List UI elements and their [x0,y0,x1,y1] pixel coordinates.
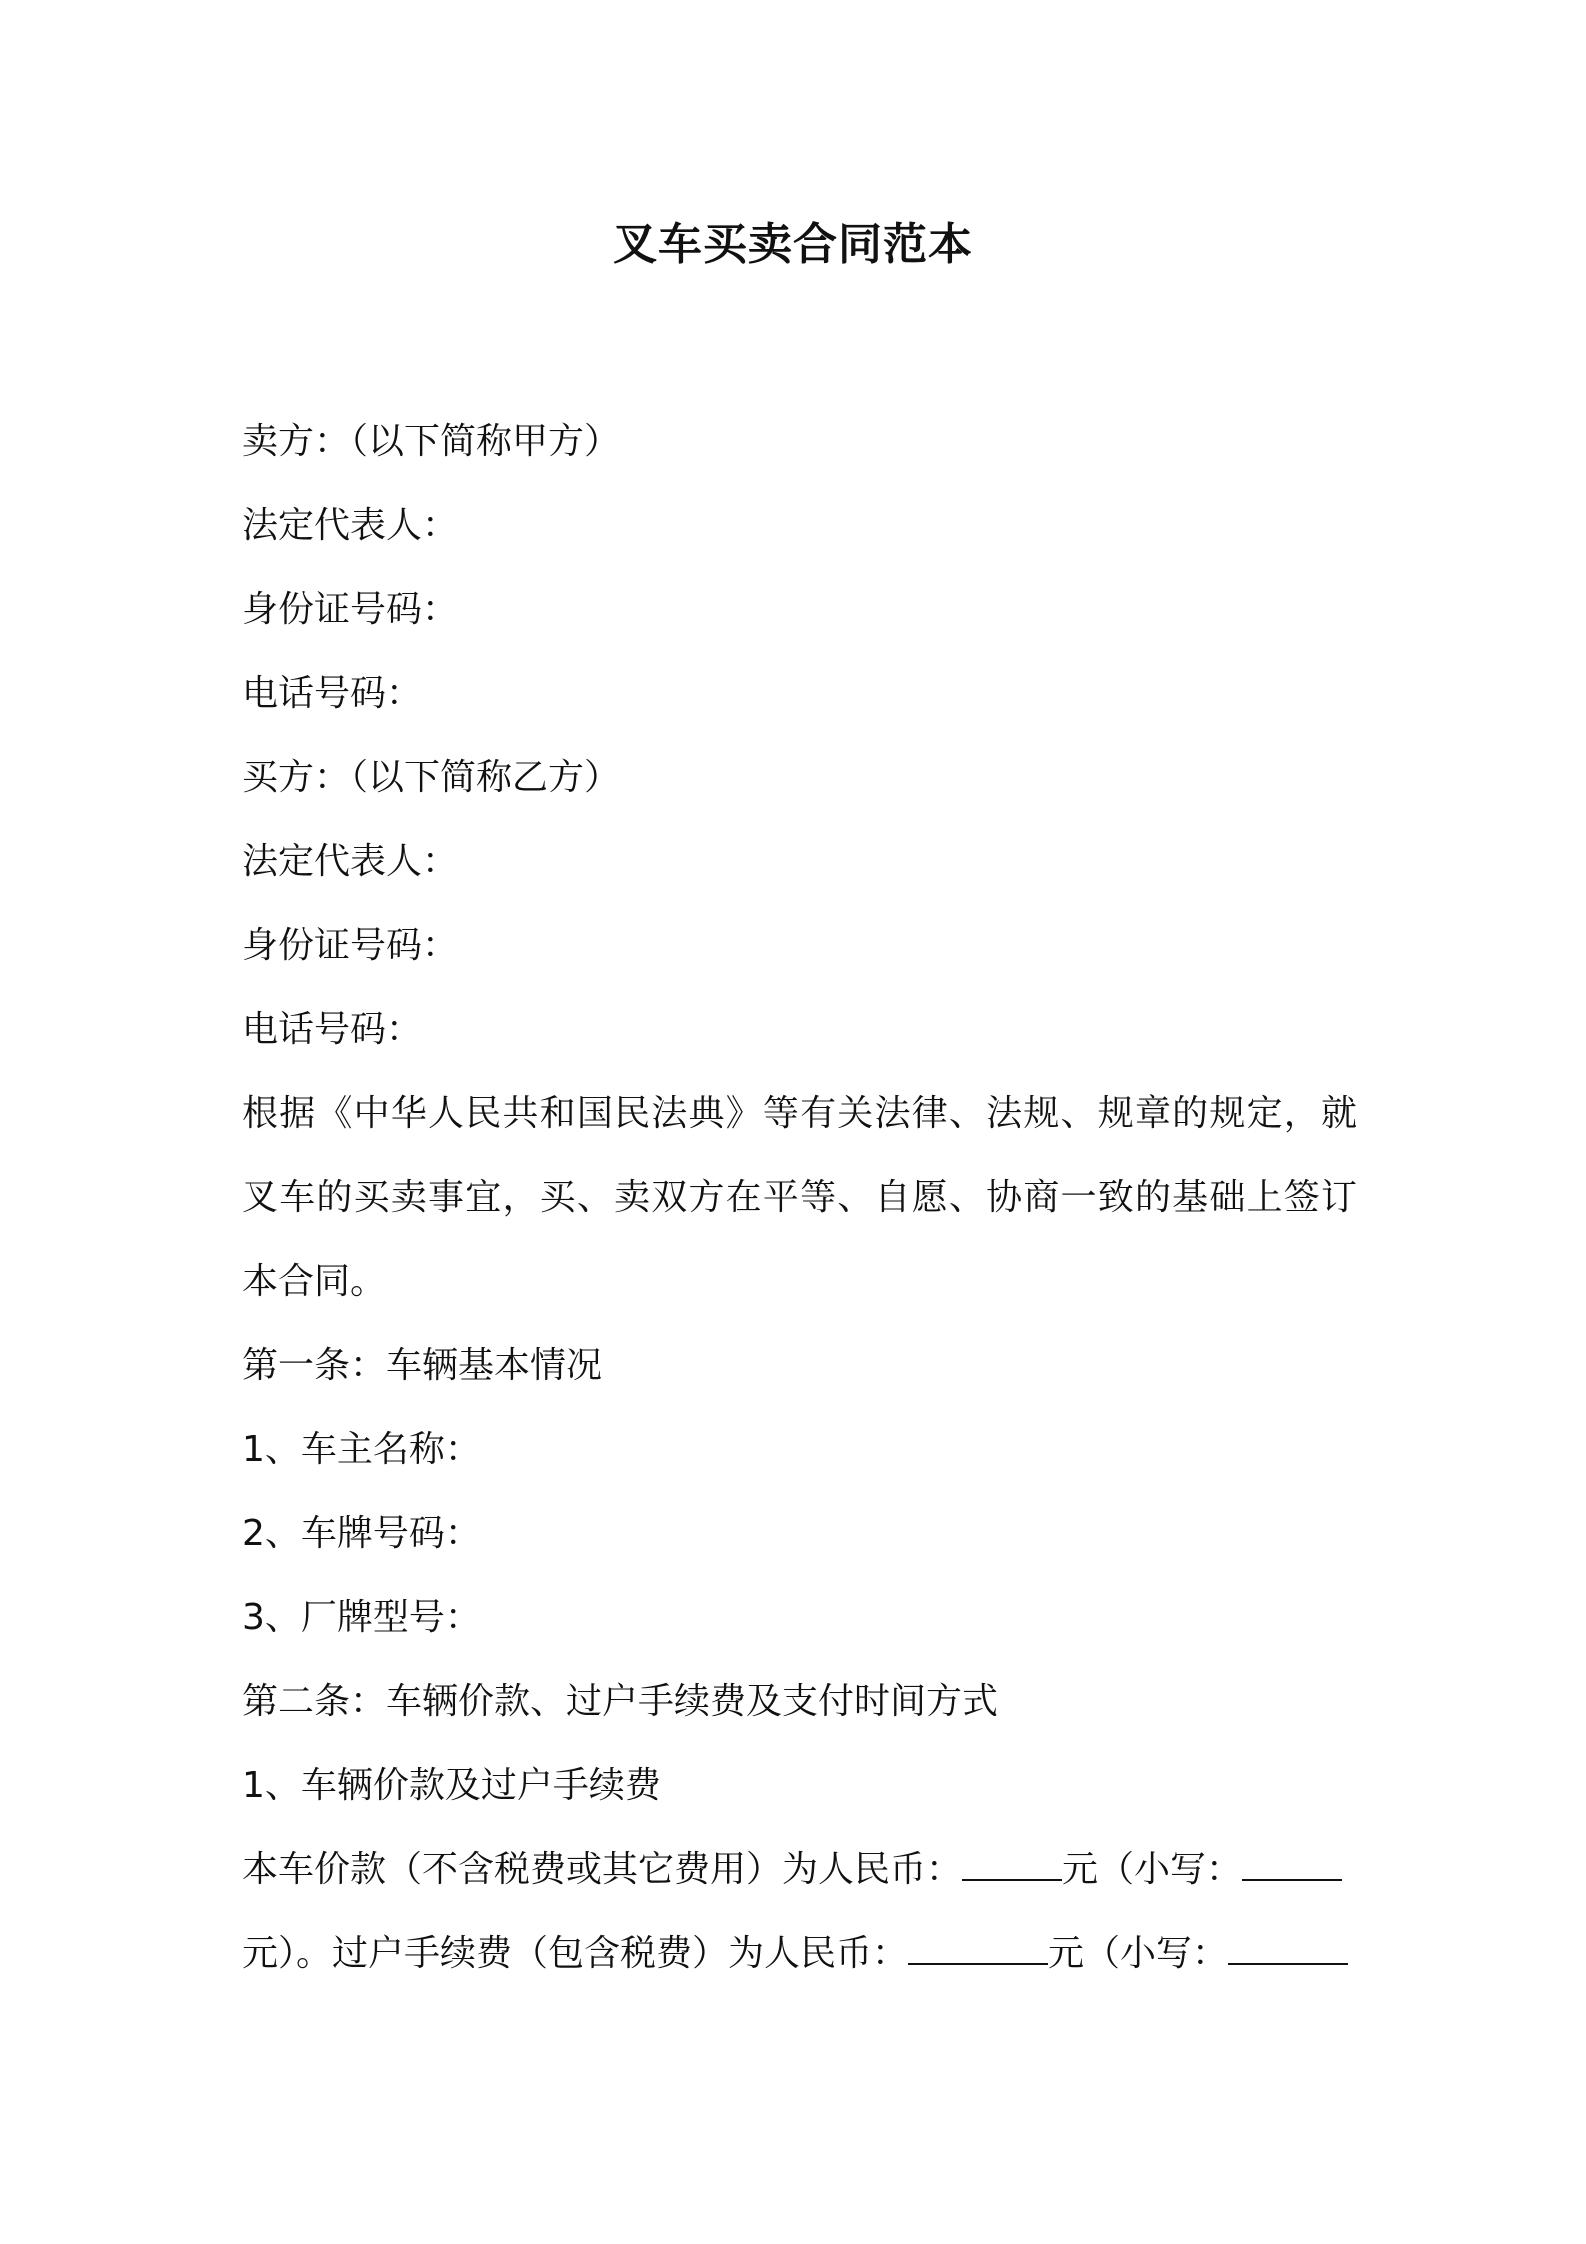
price-line-1 [242,1828,1357,1912]
article-1-item: 1、车主名称： [242,1429,481,1470]
price-text: 元（小写： [1062,1849,1243,1890]
article-2-heading: 第二条：车辆价款、过户手续费及支付时间方式 [242,1681,999,1722]
fill-in-blank[interactable] [1228,1933,1348,1965]
buyer-id-number-label: 身份证号码： [242,925,459,966]
article-2-item-1: 1、车辆价款及过户手续费 [242,1765,661,1806]
seller-representative-label: 法定代表人： [242,505,459,546]
buyer-phone-label: 电话号码： [242,1009,423,1050]
price-text: 本车价款（不含税费或其它费用）为人民币： [242,1849,963,1890]
seller-id-number-label: 身份证号码： [242,589,459,630]
fill-in-blank[interactable] [1242,1849,1342,1881]
seller-phone-label: 电话号码： [242,673,423,714]
buyer-representative-label: 法定代表人： [242,841,459,882]
buyer-heading: 买方：（以下简称乙方） [242,757,621,798]
seller-heading: 卖方：（以下简称甲方） [242,421,621,462]
preamble-paragraph: 根据《中华人民共和国民法典》等有关法律、法规、规章的规定，就叉车的买卖事宜，买、卖双方在平等、自愿、协商一致的基础上签订本合同。 [242,1093,1357,1302]
fill-in-blank[interactable] [962,1849,1062,1881]
price-text: 元（小写： [1048,1933,1229,1974]
document-body [242,400,1357,1996]
article-1-item: 2、车牌号码： [242,1513,481,1554]
price-line-2 [242,1912,1357,1996]
fill-in-blank[interactable] [908,1933,1048,1965]
article-1-heading: 第一条：车辆基本情况 [242,1345,603,1386]
price-text: 元）。过户手续费（包含税费）为人民币： [242,1933,909,1974]
document-title: 叉车买卖合同范本 [613,219,973,270]
article-1-item: 3、厂牌型号： [242,1597,481,1638]
